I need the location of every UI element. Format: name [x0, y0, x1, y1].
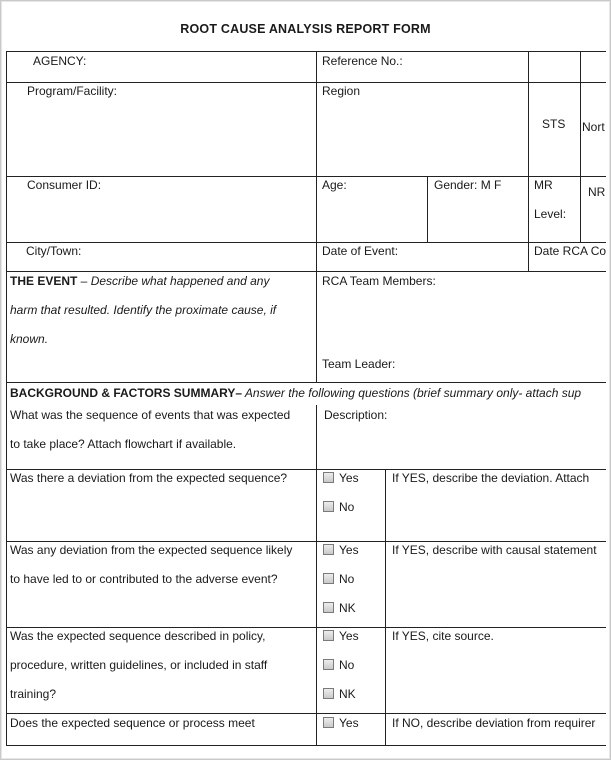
event-instruction-line2: harm that resulted. Identify the proximate cause, if: [10, 303, 277, 317]
event-instruction-line3: known.: [10, 332, 49, 346]
q5-yes-label: Yes: [339, 716, 359, 730]
q4-line2: procedure, written guidelines, or included in staff: [10, 658, 268, 672]
team-members-label: RCA Team Members:: [322, 274, 436, 288]
h-line: [6, 713, 606, 714]
mr-label: MR: [534, 178, 553, 192]
q4-nk-checkbox[interactable]: [323, 688, 334, 699]
q3-no-label: No: [339, 572, 355, 586]
h-line: [6, 242, 606, 243]
q2-yes-checkbox[interactable]: [323, 472, 334, 483]
h-line: [6, 176, 606, 177]
sts-label: STS: [542, 117, 566, 131]
gender-label: Gender: M F: [434, 178, 502, 192]
h-line: [6, 469, 606, 470]
q2-no-label: No: [339, 500, 355, 514]
v-line: [580, 51, 581, 243]
q4-line1: Was the expected sequence described in policy,: [10, 629, 266, 643]
v-line: [385, 469, 386, 746]
q3-line2: to have led to or contributed to the adverse event?: [10, 572, 278, 586]
h-line: [6, 627, 606, 628]
q2-no-checkbox[interactable]: [323, 501, 334, 512]
q5-line1: Does the expected sequence or process meet: [10, 716, 255, 730]
v-line: [316, 405, 317, 746]
q4-no-checkbox[interactable]: [323, 659, 334, 670]
v-line: [427, 176, 428, 243]
q4-line3: training?: [10, 687, 57, 701]
team-leader-label: Team Leader:: [322, 357, 396, 371]
q3-yes-label: Yes: [339, 543, 359, 557]
q5-yes-checkbox[interactable]: [323, 717, 334, 728]
h-line: [6, 51, 606, 52]
consumer-id-label: Consumer ID:: [27, 178, 102, 192]
event-heading-line: [10, 274, 269, 288]
h-line: [6, 745, 606, 746]
event-instruction: Describe what happened and any: [90, 274, 270, 288]
q5-note: If NO, describe deviation from requirer: [392, 716, 596, 730]
event-heading: THE EVENT: [10, 274, 78, 288]
q4-nk-label: NK: [339, 687, 356, 701]
h-line: [6, 382, 606, 383]
q3-no-checkbox[interactable]: [323, 573, 334, 584]
h-line: [6, 271, 606, 272]
q1-description-label: Description:: [324, 408, 388, 422]
q1-line2: to take place? Attach flowchart if available.: [10, 437, 237, 451]
q3-nk-label: NK: [339, 601, 356, 615]
q4-note: If YES, cite source.: [392, 629, 494, 643]
background-heading: BACKGROUND & FACTORS SUMMARY–: [10, 386, 243, 400]
date-rca-label: Date RCA Co: [534, 244, 607, 258]
q3-line1: Was any deviation from the expected sequence likely: [10, 543, 293, 557]
nort-label: Nort: [582, 120, 605, 134]
reference-label: Reference No.:: [322, 54, 403, 68]
background-instruction: Answer the following questions (brief summary only- attach sup: [242, 386, 582, 400]
q4-yes-checkbox[interactable]: [323, 630, 334, 641]
level-label: Level:: [534, 207, 567, 221]
q2-line1: Was there a deviation from the expected sequence?: [10, 471, 288, 485]
background-heading-line: [10, 386, 608, 400]
q1-line1: What was the sequence of events that was expected: [10, 408, 291, 422]
region-label: Region: [322, 84, 361, 98]
agency-label: AGENCY:: [33, 54, 87, 68]
q3-nk-checkbox[interactable]: [323, 602, 334, 613]
v-line: [6, 51, 7, 746]
v-line: [528, 51, 529, 272]
city-label: City/Town:: [26, 244, 82, 258]
h-line: [6, 82, 606, 83]
q2-note: If YES, describe the deviation. Attach: [392, 471, 590, 485]
nr-label: NR: [588, 185, 606, 199]
age-label: Age:: [322, 178, 347, 192]
event-dash: –: [77, 274, 91, 288]
h-line: [6, 541, 606, 542]
q3-note: If YES, describe with causal statement: [392, 543, 597, 557]
form-title: ROOT CAUSE ANALYSIS REPORT FORM: [180, 22, 431, 36]
q4-no-label: No: [339, 658, 355, 672]
date-event-label: Date of Event:: [322, 244, 399, 258]
q3-yes-checkbox[interactable]: [323, 544, 334, 555]
q4-yes-label: Yes: [339, 629, 359, 643]
v-line: [316, 51, 317, 383]
program-label: Program/Facility:: [27, 84, 118, 98]
q2-yes-label: Yes: [339, 471, 359, 485]
